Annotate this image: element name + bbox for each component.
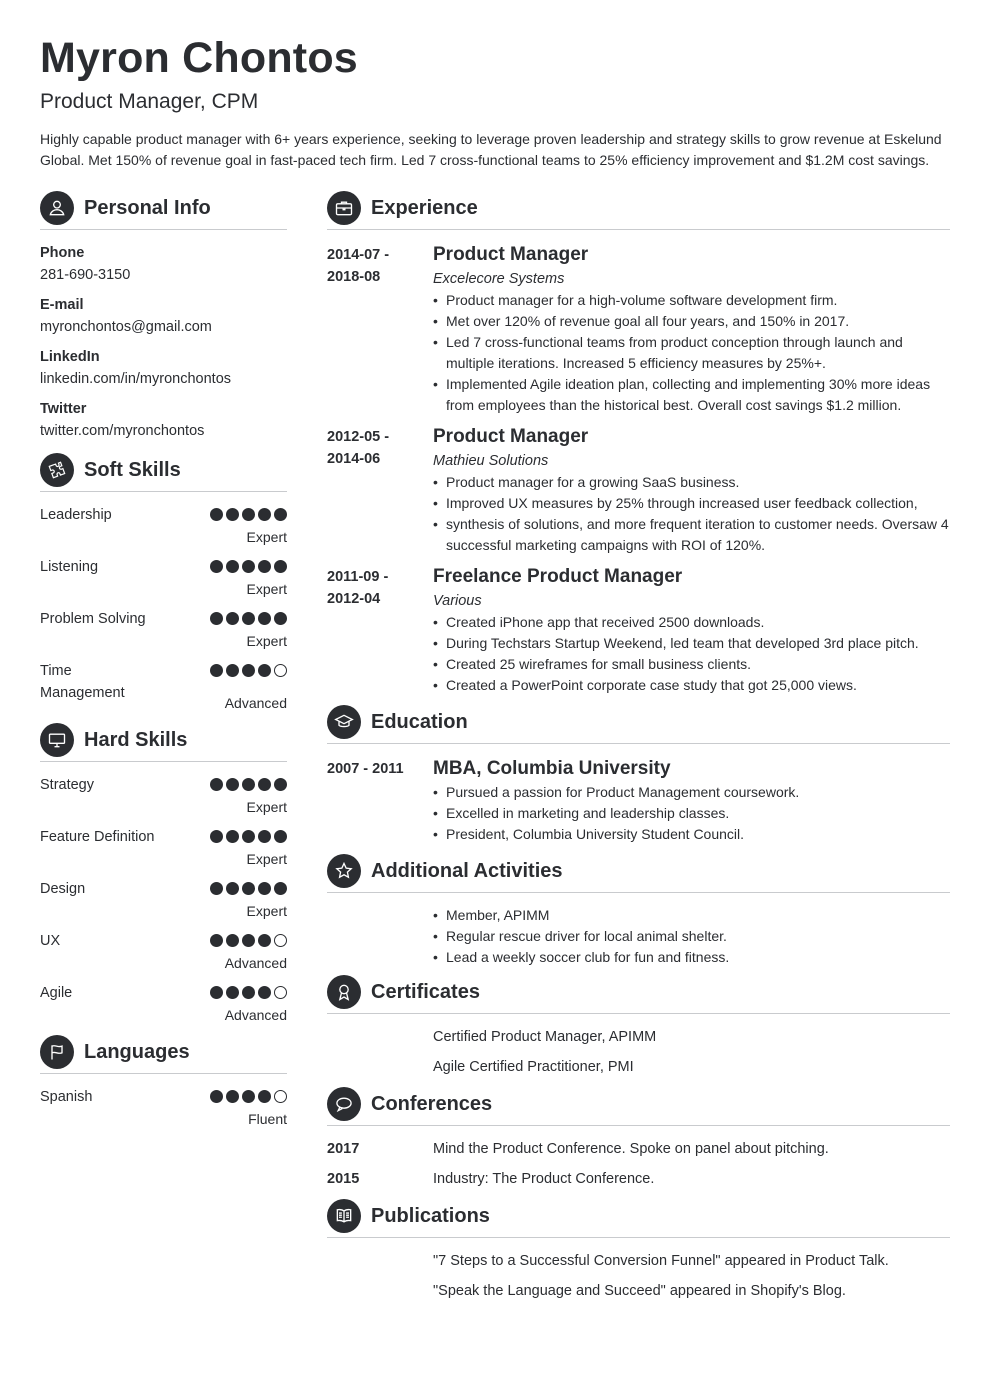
- bullet-item: • synthesis of solutions, and more frequent iteration to customer needs. Oversaw 4 successful marketing campaigns with ROI of 120%.: [433, 514, 950, 556]
- activities-bullets: [433, 905, 950, 968]
- rating-dot-filled: [210, 934, 223, 947]
- bullet-item: • Member, APIMM: [433, 905, 950, 926]
- skill-name: Design: [40, 881, 86, 897]
- education-list: [327, 756, 950, 845]
- rating-dot-filled: [258, 664, 271, 677]
- rating-dots: [210, 612, 287, 625]
- twitter-label: Twitter: [40, 401, 87, 417]
- rating-dots: [210, 664, 287, 677]
- skill-name: Time Management: [40, 663, 125, 701]
- rating-dot-filled: [226, 664, 239, 677]
- skill-name: UX: [40, 933, 61, 949]
- section-title: Languages: [84, 1041, 190, 1063]
- skill-name: Strategy: [40, 777, 94, 793]
- section-header-soft-skills: [40, 452, 287, 492]
- certificate-item: Agile Certified Practitioner, PMI: [433, 1059, 634, 1075]
- skill-name: Agile: [40, 985, 73, 1001]
- linkedin-label: LinkedIn: [40, 349, 100, 365]
- right-column: [327, 190, 950, 1310]
- rating-dot-filled: [274, 560, 287, 573]
- skill-name: Leadership: [40, 507, 112, 523]
- rating-dots: [210, 934, 287, 947]
- skill-row: [40, 608, 287, 660]
- skill-row: [40, 774, 287, 826]
- rating-dot-filled: [274, 508, 287, 521]
- rating-dot-filled: [210, 986, 223, 999]
- rating-dot-filled: [258, 778, 271, 791]
- section-header-additional-activities: [327, 853, 950, 893]
- section-header-hard-skills: [40, 722, 287, 762]
- rating-dot-empty: [274, 986, 287, 999]
- rating-dot-filled: [242, 778, 255, 791]
- entry-item: [327, 564, 950, 696]
- skill-level: Fluent: [248, 1111, 287, 1127]
- section-title: Hard Skills: [84, 729, 188, 751]
- bullet-item: • During Techstars Startup Weekend, led team that developed 3rd place pitch.: [433, 633, 950, 654]
- skill-row: [40, 1086, 287, 1138]
- bullet-item: • Regular rescue driver for local animal shelter.: [433, 926, 950, 947]
- book-icon: [327, 1199, 361, 1233]
- skill-level: Expert: [246, 903, 287, 919]
- section-title: Certificates: [371, 981, 480, 1003]
- skill-row: [40, 982, 287, 1034]
- skill-level: Expert: [246, 851, 287, 867]
- entry-date: 2014-07 - 2018-08: [327, 247, 390, 285]
- entry-bullets: [433, 290, 950, 416]
- section-title: Experience: [371, 197, 478, 219]
- person-icon: [40, 191, 74, 225]
- section-header-conferences: [327, 1086, 950, 1126]
- conference-item: [327, 1168, 950, 1190]
- conference-year: 2015: [327, 1171, 360, 1187]
- entry-title: MBA, Columbia University: [433, 758, 671, 779]
- bullet-item: • Created 25 wireframes for small business clients.: [433, 654, 950, 675]
- hard-skills-list: [40, 774, 287, 1034]
- candidate-title: Product Manager, CPM: [40, 90, 259, 113]
- bullet-item: • Created iPhone app that received 2500 downloads.: [433, 612, 950, 633]
- rating-dots: [210, 986, 287, 999]
- skill-level: Expert: [246, 633, 287, 649]
- section-title: Soft Skills: [84, 459, 181, 481]
- conference-year: 2017: [327, 1141, 360, 1157]
- section-header-personal-info: [40, 190, 287, 230]
- bullet-item: • Excelled in marketing and leadership classes.: [433, 803, 950, 824]
- entry-company: Various: [433, 593, 482, 609]
- entry-date: 2012-05 - 2014-06: [327, 429, 390, 467]
- bullet-item: • Product manager for a growing SaaS business.: [433, 472, 950, 493]
- section-title: Personal Info: [84, 197, 211, 219]
- rating-dot-filled: [274, 778, 287, 791]
- skill-row: [40, 930, 287, 982]
- rating-dot-filled: [274, 612, 287, 625]
- rating-dot-filled: [258, 612, 271, 625]
- rating-dot-filled: [226, 986, 239, 999]
- skill-row: [40, 826, 287, 878]
- twitter-value: twitter.com/myronchontos: [40, 423, 205, 439]
- bullet-item: • Product manager for a high-volume software development firm.: [433, 290, 950, 311]
- entry-title: Freelance Product Manager: [433, 566, 683, 587]
- rating-dot-filled: [258, 830, 271, 843]
- star-icon: [327, 854, 361, 888]
- flag-icon: [40, 1035, 74, 1069]
- rating-dot-filled: [226, 560, 239, 573]
- soft-skills-list: [40, 504, 287, 722]
- bullet-item: • Created a PowerPoint corporate case study that got 25,000 views.: [433, 675, 950, 696]
- skill-level: Advanced: [224, 955, 287, 971]
- rating-dot-filled: [258, 934, 271, 947]
- speech-bubble-icon: [327, 1087, 361, 1121]
- rating-dot-empty: [274, 934, 287, 947]
- skill-level: Expert: [246, 799, 287, 815]
- briefcase-icon: [327, 191, 361, 225]
- bullet-item: • Met over 120% of revenue goal all four years, and 150% in 2017.: [433, 311, 950, 332]
- entry-date: 2011-09 - 2012-04: [327, 569, 389, 607]
- left-column: [40, 190, 287, 1138]
- rating-dot-filled: [258, 508, 271, 521]
- skill-row: [40, 660, 287, 722]
- bullet-item: • President, Columbia University Student Council.: [433, 824, 950, 845]
- publication-item: "Speak the Language and Succeed" appeared in Shopify's Blog.: [433, 1283, 846, 1299]
- rating-dot-filled: [226, 934, 239, 947]
- experience-list: [327, 242, 950, 696]
- rating-dot-filled: [258, 1090, 271, 1103]
- rating-dot-filled: [242, 612, 255, 625]
- phone-label: Phone: [40, 245, 85, 261]
- skill-level: Advanced: [224, 1007, 287, 1023]
- phone-value: 281-690-3150: [40, 267, 131, 283]
- puzzle-icon: [40, 453, 74, 487]
- entry-company: Excelecore Systems: [433, 271, 565, 287]
- rating-dots: [210, 882, 287, 895]
- skill-name: Listening: [40, 559, 99, 575]
- entry-title: Product Manager: [433, 244, 589, 265]
- rating-dot-filled: [242, 1090, 255, 1103]
- skill-level: Expert: [246, 581, 287, 597]
- rating-dot-filled: [210, 560, 223, 573]
- skill-level: Advanced: [224, 695, 287, 711]
- section-header-languages: [40, 1034, 287, 1074]
- rating-dots: [210, 778, 287, 791]
- rating-dots: [210, 560, 287, 573]
- rating-dot-filled: [210, 830, 223, 843]
- entry-bullets: [433, 612, 950, 696]
- rating-dot-filled: [226, 612, 239, 625]
- publication-item: "7 Steps to a Successful Conversion Funnel" appeared in Product Talk.: [433, 1253, 889, 1269]
- languages-list: [40, 1086, 287, 1138]
- section-title: Conferences: [371, 1093, 493, 1115]
- conference-text: Industry: The Product Conference.: [433, 1171, 655, 1187]
- entry-item: [327, 756, 950, 845]
- rating-dot-filled: [210, 664, 223, 677]
- activities-entry: [327, 905, 950, 968]
- bullet-item: • Pursued a passion for Product Management coursework.: [433, 782, 950, 803]
- rating-dot-empty: [274, 1090, 287, 1103]
- entry-bullets: [433, 472, 950, 556]
- rating-dot-filled: [242, 882, 255, 895]
- section-header-publications: [327, 1198, 950, 1238]
- candidate-name: Myron Chontos: [40, 34, 358, 82]
- section-title: Education: [371, 711, 468, 733]
- monitor-icon: [40, 723, 74, 757]
- conference-item: [327, 1138, 950, 1160]
- graduation-cap-icon: [327, 705, 361, 739]
- section-title: Publications: [371, 1205, 490, 1227]
- entry-item: [327, 242, 950, 416]
- rating-dot-filled: [258, 882, 271, 895]
- rating-dots: [210, 508, 287, 521]
- skill-row: [40, 878, 287, 930]
- skill-name: Feature Definition: [40, 829, 155, 845]
- entry-title: Product Manager: [433, 426, 589, 447]
- personal-info-list: [40, 242, 287, 442]
- rating-dots: [210, 1090, 287, 1103]
- entry-item: [327, 424, 950, 556]
- email-label: E-mail: [40, 297, 84, 313]
- rating-dot-filled: [226, 882, 239, 895]
- skill-level: Expert: [246, 529, 287, 545]
- skill-row: [40, 556, 287, 608]
- rating-dot-filled: [226, 1090, 239, 1103]
- bullet-item: • Led 7 cross-functional teams from product conception through launch and multiple iterations. Increased 5 efficiency measures by 25%+.: [433, 332, 950, 374]
- section-header-certificates: [327, 974, 950, 1014]
- rating-dot-filled: [242, 508, 255, 521]
- linkedin-value: linkedin.com/in/myronchontos: [40, 371, 232, 387]
- rating-dot-filled: [274, 830, 287, 843]
- section-title: Additional Activities: [371, 860, 563, 882]
- bullet-item: • Improved UX measures by 25% through increased user feedback collection,: [433, 493, 950, 514]
- rating-dot-filled: [210, 1090, 223, 1103]
- bullet-item: • Implemented Agile ideation plan, collecting and implementing 30% more ideas from employees than the historical best. Overall cost savings $1.2 million.: [433, 374, 950, 416]
- rating-dot-empty: [274, 664, 287, 677]
- rating-dot-filled: [258, 560, 271, 573]
- email-value: myronchontos@gmail.com: [40, 319, 212, 335]
- conference-text: Mind the Product Conference. Spoke on panel about pitching.: [433, 1141, 829, 1157]
- rating-dot-filled: [258, 986, 271, 999]
- award-icon: [327, 975, 361, 1009]
- rating-dot-filled: [210, 882, 223, 895]
- summary-paragraph: Highly capable product manager with 6+ years experience, seeking to leverage proven leadership and strategy skills to grow revenue at Eskelund Global. Met 150% of revenue goal in fast-paced tech firm. Led 7 cross-functional teams to 25% efficiency improvement and $1.2M cost savings.: [40, 131, 942, 168]
- rating-dot-filled: [274, 882, 287, 895]
- rating-dot-filled: [242, 986, 255, 999]
- rating-dot-filled: [242, 560, 255, 573]
- rating-dot-filled: [242, 934, 255, 947]
- section-header-experience: [327, 190, 950, 230]
- rating-dot-filled: [242, 830, 255, 843]
- section-header-education: [327, 704, 950, 744]
- skill-row: [40, 504, 287, 556]
- entry-bullets: [433, 782, 950, 845]
- rating-dot-filled: [210, 508, 223, 521]
- rating-dot-filled: [210, 612, 223, 625]
- entry-date: 2007 - 2011: [327, 761, 404, 777]
- rating-dot-filled: [210, 778, 223, 791]
- entry-company: Mathieu Solutions: [433, 453, 549, 469]
- certificate-item: Certified Product Manager, APIMM: [433, 1029, 657, 1045]
- bullet-item: • Lead a weekly soccer club for fun and fitness.: [433, 947, 950, 968]
- rating-dot-filled: [226, 508, 239, 521]
- rating-dot-filled: [226, 778, 239, 791]
- skill-name: Spanish: [40, 1089, 93, 1105]
- rating-dots: [210, 830, 287, 843]
- rating-dot-filled: [242, 664, 255, 677]
- skill-name: Problem Solving: [40, 611, 146, 627]
- rating-dot-filled: [226, 830, 239, 843]
